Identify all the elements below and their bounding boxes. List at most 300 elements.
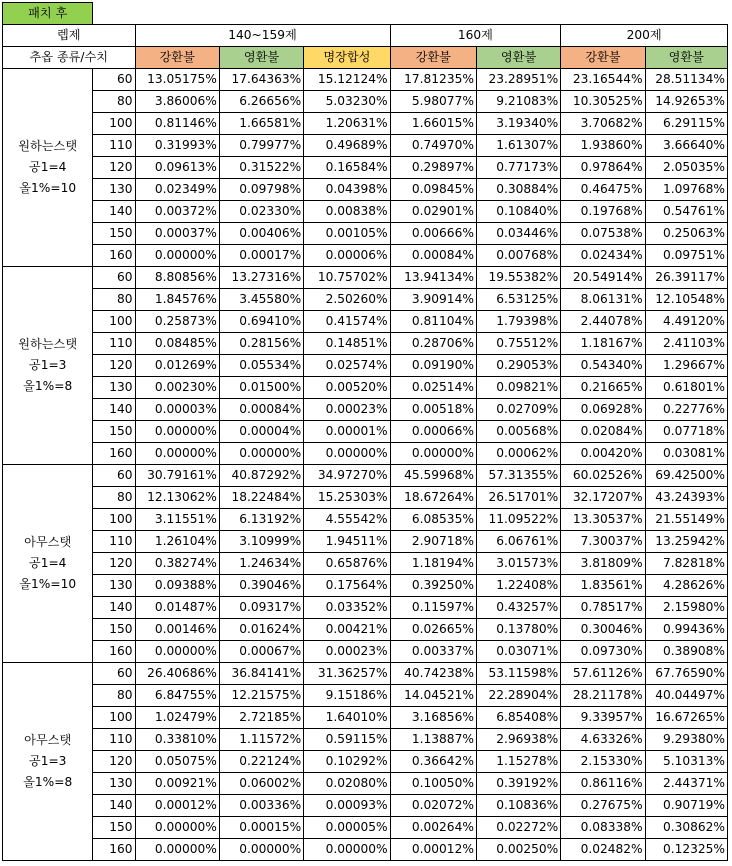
probability-cell: 0.39250% [390, 575, 476, 597]
table-row [3, 839, 728, 861]
level-cell: 160 [93, 839, 135, 861]
probability-cell: 0.11597% [390, 597, 476, 619]
probability-cell: 0.00000% [135, 443, 219, 465]
probability-cell: 0.10840% [476, 201, 560, 223]
probability-cell: 5.10313% [645, 751, 727, 773]
probability-cell: 16.67265% [645, 707, 727, 729]
probability-cell: 13.27316% [219, 267, 303, 289]
probability-cell: 0.69410% [219, 311, 303, 333]
table-row [3, 157, 728, 179]
table-row [3, 641, 728, 663]
probability-cell: 0.97864% [561, 157, 645, 179]
probability-cell: 1.93860% [561, 135, 645, 157]
table-row [3, 751, 728, 773]
probability-cell: 0.08485% [135, 333, 219, 355]
table-row [3, 685, 728, 707]
probability-cell: 1.29667% [645, 355, 727, 377]
probability-cell: 0.00421% [304, 619, 390, 641]
probability-cell: 2.15330% [561, 751, 645, 773]
probability-cell: 0.13780% [476, 619, 560, 641]
probability-cell: 0.28156% [219, 333, 303, 355]
probability-cell: 21.55149% [645, 509, 727, 531]
probability-cell: 0.12325% [645, 839, 727, 861]
probability-cell: 0.10292% [304, 751, 390, 773]
table-row [3, 311, 728, 333]
level-cell: 130 [93, 773, 135, 795]
probability-cell: 0.09751% [645, 245, 727, 267]
probability-cell: 0.02080% [304, 773, 390, 795]
table-row [3, 355, 728, 377]
probability-cell: 0.59115% [304, 729, 390, 751]
probability-cell: 6.84755% [135, 685, 219, 707]
probability-cell: 0.00337% [390, 641, 476, 663]
probability-cell: 1.24634% [219, 553, 303, 575]
probability-cell: 0.90719% [645, 795, 727, 817]
probability-cell: 0.49689% [304, 135, 390, 157]
probability-cell: 0.00518% [390, 399, 476, 421]
probability-cell: 40.87292% [219, 465, 303, 487]
table-row [3, 179, 728, 201]
probability-cell: 1.13887% [390, 729, 476, 751]
probability-cell: 1.02479% [135, 707, 219, 729]
probability-cell: 3.10999% [219, 531, 303, 553]
probability-cell: 0.01624% [219, 619, 303, 641]
table-row [3, 773, 728, 795]
probability-cell: 0.02272% [476, 817, 560, 839]
probability-cell: 0.29053% [476, 355, 560, 377]
probability-cell: 13.05175% [135, 69, 219, 91]
option-group-label-line: 공1=3 [28, 358, 67, 372]
item-master-fusion: 명장합성 [304, 47, 390, 69]
item-eternal-flame: 영환불 [645, 47, 727, 69]
item-strong-flame: 강환불 [135, 47, 219, 69]
table-row [3, 531, 728, 553]
probability-cell: 6.29115% [645, 113, 727, 135]
probability-cell: 3.11551% [135, 509, 219, 531]
probability-cell: 3.16856% [390, 707, 476, 729]
probability-cell: 9.29380% [645, 729, 727, 751]
probability-cell: 30.79161% [135, 465, 219, 487]
probability-cell: 40.04497% [645, 685, 727, 707]
level-cell: 60 [93, 663, 135, 685]
option-group-label-line: 공1=3 [28, 754, 67, 768]
probability-cell: 0.14851% [304, 333, 390, 355]
probability-cell: 45.59968% [390, 465, 476, 487]
probability-cell: 0.77173% [476, 157, 560, 179]
probability-cell: 26.51701% [476, 487, 560, 509]
probability-cell: 2.44371% [645, 773, 727, 795]
probability-cell: 6.53125% [476, 289, 560, 311]
probability-cell: 1.83561% [561, 575, 645, 597]
item-strong-flame: 강환불 [390, 47, 476, 69]
probability-cell: 0.00005% [304, 817, 390, 839]
level-cell: 100 [93, 113, 135, 135]
probability-cell: 0.16584% [304, 157, 390, 179]
probability-cell: 1.94511% [304, 531, 390, 553]
option-group-label-line: 공1=4 [28, 556, 67, 570]
option-group-label-line: 올1%=8 [23, 379, 73, 393]
level-label: 렙제 [3, 25, 136, 47]
level-cell: 110 [93, 333, 135, 355]
item-eternal-flame: 영환불 [219, 47, 303, 69]
probability-cell: 3.66640% [645, 135, 727, 157]
probability-cell: 0.02330% [219, 201, 303, 223]
probability-cell: 9.33957% [561, 707, 645, 729]
probability-cell: 0.00012% [135, 795, 219, 817]
level-cell: 150 [93, 421, 135, 443]
probability-cell: 32.17207% [561, 487, 645, 509]
option-group-label [3, 465, 93, 663]
probability-cell: 20.54914% [561, 267, 645, 289]
level-cell: 160 [93, 641, 135, 663]
probability-cell: 0.00023% [304, 641, 390, 663]
probability-cell: 22.28904% [476, 685, 560, 707]
probability-cell: 18.67264% [390, 487, 476, 509]
probability-cell: 0.09613% [135, 157, 219, 179]
probability-cell: 0.54761% [645, 201, 727, 223]
probability-cell: 2.15980% [645, 597, 727, 619]
level-cell: 60 [93, 465, 135, 487]
probability-cell: 0.00768% [476, 245, 560, 267]
probability-cell: 0.00062% [476, 443, 560, 465]
probability-cell: 0.06002% [219, 773, 303, 795]
probability-table [2, 2, 728, 861]
level-cell: 120 [93, 355, 135, 377]
tier-200: 200제 [561, 25, 728, 47]
probability-cell: 0.09317% [219, 597, 303, 619]
level-cell: 140 [93, 201, 135, 223]
probability-cell: 0.09821% [476, 377, 560, 399]
probability-cell: 1.22408% [476, 575, 560, 597]
probability-cell: 0.03352% [304, 597, 390, 619]
probability-cell: 7.30037% [561, 531, 645, 553]
probability-cell: 15.25303% [304, 487, 390, 509]
probability-cell: 0.05075% [135, 751, 219, 773]
probability-cell: 0.28706% [390, 333, 476, 355]
probability-cell: 0.17564% [304, 575, 390, 597]
probability-cell: 0.02434% [561, 245, 645, 267]
probability-cell: 0.00000% [304, 443, 390, 465]
probability-cell: 0.00336% [219, 795, 303, 817]
item-eternal-flame: 영환불 [476, 47, 560, 69]
level-cell: 150 [93, 619, 135, 641]
probability-cell: 1.66015% [390, 113, 476, 135]
tier-160: 160제 [390, 25, 561, 47]
probability-cell: 0.00520% [304, 377, 390, 399]
probability-cell: 0.08338% [561, 817, 645, 839]
probability-cell: 0.00015% [219, 817, 303, 839]
table-row [3, 443, 728, 465]
level-cell: 140 [93, 399, 135, 421]
probability-cell: 0.07718% [645, 421, 727, 443]
probability-cell: 18.22484% [219, 487, 303, 509]
probability-cell: 0.02665% [390, 619, 476, 641]
level-cell: 100 [93, 707, 135, 729]
table-row [3, 729, 728, 751]
probability-cell: 1.18194% [390, 553, 476, 575]
probability-cell: 0.00146% [135, 619, 219, 641]
table-row [3, 817, 728, 839]
probability-cell: 12.10548% [645, 289, 727, 311]
level-cell: 120 [93, 157, 135, 179]
level-cell: 140 [93, 597, 135, 619]
probability-cell: 0.00000% [390, 443, 476, 465]
probability-cell: 0.09845% [390, 179, 476, 201]
option-group-label-line: 공1=4 [28, 160, 67, 174]
probability-cell: 0.29897% [390, 157, 476, 179]
probability-cell: 3.90914% [390, 289, 476, 311]
probability-cell: 40.74238% [390, 663, 476, 685]
option-label: 추옵 종류/수치 [3, 47, 136, 69]
probability-cell: 0.00001% [304, 421, 390, 443]
table-row [3, 553, 728, 575]
probability-cell: 2.44078% [561, 311, 645, 333]
probability-cell: 3.81809% [561, 553, 645, 575]
probability-cell: 0.75512% [476, 333, 560, 355]
probability-cell: 13.30537% [561, 509, 645, 531]
probability-cell: 0.02084% [561, 421, 645, 443]
probability-cell: 2.05035% [645, 157, 727, 179]
table-row [3, 333, 728, 355]
table-row [3, 91, 728, 113]
probability-cell: 0.03446% [476, 223, 560, 245]
probability-cell: 0.31993% [135, 135, 219, 157]
option-group-label [3, 663, 93, 861]
probability-cell: 4.49120% [645, 311, 727, 333]
probability-cell: 0.41574% [304, 311, 390, 333]
option-group-label [3, 267, 93, 465]
probability-cell: 0.38908% [645, 641, 727, 663]
probability-cell: 2.90718% [390, 531, 476, 553]
probability-cell: 0.30884% [476, 179, 560, 201]
probability-cell: 0.09730% [561, 641, 645, 663]
option-group-label-line: 아무스탯 [24, 733, 72, 747]
probability-cell: 0.04398% [304, 179, 390, 201]
probability-cell: 1.18167% [561, 333, 645, 355]
probability-cell: 8.06131% [561, 289, 645, 311]
probability-cell: 0.36642% [390, 751, 476, 773]
table-row [3, 377, 728, 399]
probability-cell: 0.00000% [304, 839, 390, 861]
probability-cell: 13.94134% [390, 267, 476, 289]
level-cell: 150 [93, 223, 135, 245]
probability-cell: 0.00003% [135, 399, 219, 421]
level-cell: 130 [93, 575, 135, 597]
level-cell: 150 [93, 817, 135, 839]
probability-cell: 3.19340% [476, 113, 560, 135]
probability-cell: 0.03081% [645, 443, 727, 465]
probability-cell: 10.75702% [304, 267, 390, 289]
probability-cell: 0.81146% [135, 113, 219, 135]
table-row [3, 135, 728, 157]
probability-cell: 0.00000% [135, 641, 219, 663]
level-cell: 80 [93, 91, 135, 113]
probability-cell: 23.16544% [561, 69, 645, 91]
level-cell: 60 [93, 267, 135, 289]
probability-cell: 0.86116% [561, 773, 645, 795]
probability-cell: 15.12124% [304, 69, 390, 91]
probability-cell: 5.98077% [390, 91, 476, 113]
level-cell: 130 [93, 179, 135, 201]
probability-cell: 0.02574% [304, 355, 390, 377]
probability-cell: 0.61801% [645, 377, 727, 399]
probability-cell: 4.28626% [645, 575, 727, 597]
probability-cell: 0.31522% [219, 157, 303, 179]
probability-cell: 28.51134% [645, 69, 727, 91]
table-row [3, 465, 728, 487]
table-row [3, 245, 728, 267]
probability-cell: 0.00093% [304, 795, 390, 817]
probability-cell: 1.79398% [476, 311, 560, 333]
probability-cell: 1.15278% [476, 751, 560, 773]
probability-cell: 69.42500% [645, 465, 727, 487]
probability-cell: 67.76590% [645, 663, 727, 685]
probability-cell: 0.00000% [135, 839, 219, 861]
probability-cell: 57.61126% [561, 663, 645, 685]
probability-cell: 0.00004% [219, 421, 303, 443]
table-row [3, 223, 728, 245]
probability-cell: 0.02349% [135, 179, 219, 201]
probability-cell: 0.00838% [304, 201, 390, 223]
level-cell: 100 [93, 311, 135, 333]
probability-cell: 0.03071% [476, 641, 560, 663]
probability-cell: 0.00000% [219, 443, 303, 465]
probability-cell: 0.74970% [390, 135, 476, 157]
probability-cell: 12.21575% [219, 685, 303, 707]
probability-cell: 1.61307% [476, 135, 560, 157]
probability-cell: 1.84576% [135, 289, 219, 311]
probability-cell: 6.85408% [476, 707, 560, 729]
table-row [3, 707, 728, 729]
probability-cell: 0.00006% [304, 245, 390, 267]
blank-cell [93, 3, 728, 25]
probability-cell: 0.00568% [476, 421, 560, 443]
probability-cell: 0.00084% [390, 245, 476, 267]
probability-cell: 0.00406% [219, 223, 303, 245]
probability-cell: 1.09768% [645, 179, 727, 201]
level-cell: 60 [93, 69, 135, 91]
probability-cell: 0.01487% [135, 597, 219, 619]
probability-cell: 0.65876% [304, 553, 390, 575]
option-group-label-line: 원하는스탯 [18, 139, 78, 153]
probability-cell: 0.07538% [561, 223, 645, 245]
probability-cell: 57.31355% [476, 465, 560, 487]
probability-cell: 4.63326% [561, 729, 645, 751]
probability-cell: 0.00000% [135, 817, 219, 839]
probability-cell: 60.02526% [561, 465, 645, 487]
level-cell: 110 [93, 729, 135, 751]
probability-cell: 3.01573% [476, 553, 560, 575]
probability-cell: 0.38274% [135, 553, 219, 575]
probability-cell: 0.39192% [476, 773, 560, 795]
probability-cell: 0.10836% [476, 795, 560, 817]
probability-cell: 0.00012% [390, 839, 476, 861]
probability-cell: 0.25873% [135, 311, 219, 333]
probability-cell: 2.41103% [645, 333, 727, 355]
probability-cell: 13.25942% [645, 531, 727, 553]
table-row [3, 575, 728, 597]
level-cell: 100 [93, 509, 135, 531]
probability-cell: 6.26656% [219, 91, 303, 113]
probability-cell: 14.92653% [645, 91, 727, 113]
probability-cell: 26.40686% [135, 663, 219, 685]
tier-row [3, 25, 728, 47]
level-cell: 120 [93, 751, 135, 773]
probability-cell: 0.79977% [219, 135, 303, 157]
option-group-label-line: 올1%=10 [19, 577, 77, 591]
table-row [3, 597, 728, 619]
table-row [3, 795, 728, 817]
probability-cell: 1.64010% [304, 707, 390, 729]
probability-cell: 0.21665% [561, 377, 645, 399]
level-cell: 80 [93, 487, 135, 509]
probability-cell: 0.00372% [135, 201, 219, 223]
probability-cell: 14.04521% [390, 685, 476, 707]
probability-cell: 11.09522% [476, 509, 560, 531]
table-row [3, 201, 728, 223]
level-cell: 160 [93, 443, 135, 465]
probability-cell: 0.00666% [390, 223, 476, 245]
option-group-label-line: 올1%=10 [19, 181, 77, 195]
patch-label: 패치 후 [3, 3, 93, 25]
probability-cell: 0.00000% [219, 839, 303, 861]
probability-cell: 0.09190% [390, 355, 476, 377]
probability-cell: 0.01500% [219, 377, 303, 399]
level-cell: 80 [93, 289, 135, 311]
probability-cell: 6.13192% [219, 509, 303, 531]
probability-cell: 5.03230% [304, 91, 390, 113]
item-row [3, 47, 728, 69]
probability-cell: 17.81235% [390, 69, 476, 91]
probability-cell: 3.86006% [135, 91, 219, 113]
option-group-label-line: 원하는스탯 [18, 337, 78, 351]
probability-cell: 0.54340% [561, 355, 645, 377]
option-group-label-line: 올1%=8 [23, 775, 73, 789]
probability-cell: 10.30525% [561, 91, 645, 113]
table-row [3, 487, 728, 509]
level-cell: 120 [93, 553, 135, 575]
probability-cell: 23.28951% [476, 69, 560, 91]
table-row [3, 509, 728, 531]
level-cell: 110 [93, 531, 135, 553]
probability-cell: 0.19768% [561, 201, 645, 223]
probability-cell: 0.30046% [561, 619, 645, 641]
probability-cell: 0.00084% [219, 399, 303, 421]
probability-cell: 0.33810% [135, 729, 219, 751]
probability-cell: 0.00066% [390, 421, 476, 443]
probability-cell: 0.00037% [135, 223, 219, 245]
table-row [3, 69, 728, 91]
level-cell: 80 [93, 685, 135, 707]
patch-row [3, 3, 728, 25]
probability-cell: 0.00420% [561, 443, 645, 465]
probability-cell: 0.05534% [219, 355, 303, 377]
table-row [3, 399, 728, 421]
probability-cell: 2.72185% [219, 707, 303, 729]
probability-cell: 1.66581% [219, 113, 303, 135]
probability-cell: 8.80856% [135, 267, 219, 289]
probability-cell: 0.10050% [390, 773, 476, 795]
option-group-label-line: 아무스탯 [24, 535, 72, 549]
probability-cell: 53.11598% [476, 663, 560, 685]
level-cell: 110 [93, 135, 135, 157]
table-row [3, 663, 728, 685]
probability-cell: 0.09388% [135, 575, 219, 597]
probability-cell: 0.01269% [135, 355, 219, 377]
option-group-label [3, 69, 93, 267]
probability-cell: 12.13062% [135, 487, 219, 509]
probability-cell: 0.02072% [390, 795, 476, 817]
